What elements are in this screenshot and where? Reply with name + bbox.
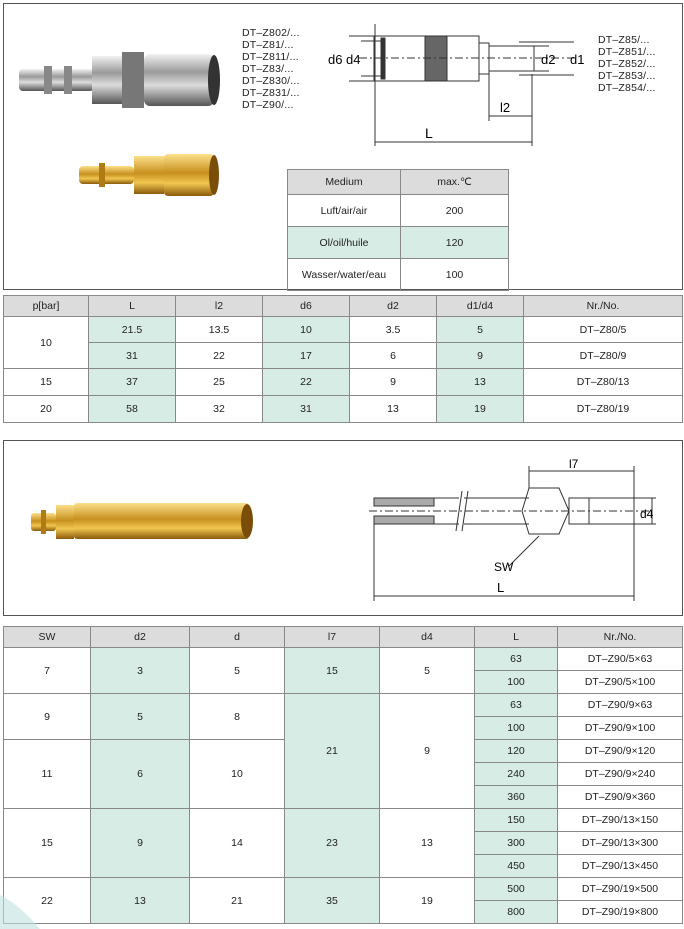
L-label: L — [425, 125, 433, 141]
d-cell: 14 — [190, 809, 285, 878]
part-number: DT–Z90/5×100 — [558, 671, 683, 694]
L-cell: 240 — [475, 763, 558, 786]
cell: 31 — [263, 396, 350, 423]
d-cell: 8 — [190, 694, 285, 740]
L-cell: 120 — [475, 740, 558, 763]
cell: 21.5 — [89, 317, 176, 343]
medium-name: Ol/oil/huile — [288, 227, 401, 259]
code-item: DT–Z852/... — [598, 58, 656, 70]
col-header: d6 — [263, 296, 350, 317]
d2-cell: 6 — [91, 740, 190, 809]
sw-cell: 11 — [4, 740, 91, 809]
l7-cell: 15 — [285, 648, 380, 694]
medium-temperature-table — [287, 169, 509, 291]
part-number: DT–Z90/13×150 — [558, 809, 683, 832]
medium-name: Luft/air/air — [288, 195, 401, 227]
d6-label: d6 — [328, 52, 343, 67]
left-code-list — [242, 27, 300, 111]
code-item: DT–Z831/... — [242, 87, 300, 99]
d4-cell: 5 — [380, 648, 475, 694]
spec-table-z90 — [3, 626, 683, 924]
l7-cell: 35 — [285, 878, 380, 924]
code-item: DT–Z81/... — [242, 39, 294, 51]
part-number: DT–Z90/9×100 — [558, 717, 683, 740]
L-cell: 100 — [475, 717, 558, 740]
cell: 22 — [263, 369, 350, 396]
part-number: DT–Z90/13×300 — [558, 832, 683, 855]
d2-cell: 3 — [91, 648, 190, 694]
col-header: L — [89, 296, 176, 317]
part-number: DT–Z90/9×360 — [558, 786, 683, 809]
d4-label: d4 — [640, 507, 654, 521]
sw-cell: 9 — [4, 694, 91, 740]
header-medium: Medium — [288, 170, 401, 195]
cell: 19 — [437, 396, 524, 423]
L-cell: 360 — [475, 786, 558, 809]
cell: 13 — [437, 369, 524, 396]
medium-temp: 100 — [401, 259, 509, 291]
cell: 6 — [350, 343, 437, 369]
code-item: DT–Z851/... — [598, 46, 656, 58]
cell: 58 — [89, 396, 176, 423]
sw-cell: 22 — [4, 878, 91, 924]
code-item: DT–Z83/... — [242, 63, 294, 75]
d4-label: d4 — [346, 52, 361, 67]
d4-cell: 13 — [380, 809, 475, 878]
col-header: d — [190, 627, 285, 648]
cell: 25 — [176, 369, 263, 396]
col-header: p[bar] — [4, 296, 89, 317]
cell: 22 — [176, 343, 263, 369]
cell: 5 — [437, 317, 524, 343]
part-number: DT–Z90/9×240 — [558, 763, 683, 786]
medium-name: Wasser/water/eau — [288, 259, 401, 291]
d-cell: 10 — [190, 740, 285, 809]
d2-label: d2 — [541, 52, 556, 67]
code-item: DT–Z802/... — [242, 27, 300, 39]
brass-coupling-image — [74, 144, 224, 204]
L-cell: 500 — [475, 878, 558, 901]
part-number: DT–Z90/9×120 — [558, 740, 683, 763]
part-number: DT–Z80/9 — [524, 343, 683, 369]
d1-label: d1 — [570, 52, 585, 67]
L-label: L — [497, 580, 505, 595]
cell: 9 — [350, 369, 437, 396]
code-item: DT–Z830/... — [242, 75, 300, 87]
sw-cell: 7 — [4, 648, 91, 694]
col-header: SW — [4, 627, 91, 648]
coupling-drawing — [319, 16, 594, 156]
col-header: l2 — [176, 296, 263, 317]
col-header: Nr./No. — [524, 296, 683, 317]
cell: 13.5 — [176, 317, 263, 343]
sw-cell: 15 — [4, 809, 91, 878]
cell: 13 — [350, 396, 437, 423]
d4-cell: 19 — [380, 878, 475, 924]
d4-cell: 9 — [380, 694, 475, 809]
steel-coupling-image — [14, 34, 224, 124]
L-cell: 100 — [475, 671, 558, 694]
l7-cell: 21 — [285, 694, 380, 809]
part-number: DT–Z90/19×500 — [558, 878, 683, 901]
spec-table-z80 — [3, 295, 683, 423]
col-header: d2 — [350, 296, 437, 317]
SW-label: SW — [494, 560, 514, 574]
l2-label: l2 — [500, 100, 511, 115]
pressure-cell: 10 — [4, 317, 89, 369]
d2-cell: 13 — [91, 878, 190, 924]
L-cell: 800 — [475, 901, 558, 924]
col-header: d2 — [91, 627, 190, 648]
cell: 17 — [263, 343, 350, 369]
brass-nipple-image — [29, 491, 259, 551]
d2-cell: 5 — [91, 694, 190, 740]
code-item: DT–Z811/... — [242, 51, 299, 63]
code-item: DT–Z853/... — [598, 70, 656, 82]
d-cell: 21 — [190, 878, 285, 924]
L-cell: 63 — [475, 648, 558, 671]
part-number: DT–Z90/5×63 — [558, 648, 683, 671]
cell: 37 — [89, 369, 176, 396]
part-number: DT–Z80/5 — [524, 317, 683, 343]
l7-cell: 23 — [285, 809, 380, 878]
L-cell: 300 — [475, 832, 558, 855]
medium-temp: 120 — [401, 227, 509, 259]
l7-label: l7 — [569, 457, 579, 471]
part-number: DT–Z80/13 — [524, 369, 683, 396]
col-header: d1/d4 — [437, 296, 524, 317]
corner-decoration — [0, 885, 40, 929]
header-max-temp: max.℃ — [401, 170, 509, 195]
part-number: DT–Z90/9×63 — [558, 694, 683, 717]
cell: 10 — [263, 317, 350, 343]
code-item: DT–Z854/... — [598, 82, 656, 94]
col-header: L — [475, 627, 558, 648]
code-item: DT–Z90/... — [242, 99, 294, 111]
L-cell: 150 — [475, 809, 558, 832]
L-cell: 63 — [475, 694, 558, 717]
d2-cell: 9 — [91, 809, 190, 878]
cell: 32 — [176, 396, 263, 423]
col-header: d4 — [380, 627, 475, 648]
medium-temp: 200 — [401, 195, 509, 227]
cell: 9 — [437, 343, 524, 369]
right-code-list — [598, 34, 656, 94]
part-number: DT–Z90/19×800 — [558, 901, 683, 924]
nipple-panel — [3, 440, 683, 616]
cell: 3.5 — [350, 317, 437, 343]
col-header: Nr./No. — [558, 627, 683, 648]
part-number: DT–Z90/13×450 — [558, 855, 683, 878]
pressure-cell: 15 — [4, 369, 89, 396]
code-item: DT–Z85/... — [598, 34, 650, 46]
nipple-drawing — [364, 456, 664, 606]
coupling-panel — [3, 3, 683, 290]
part-number: DT–Z80/19 — [524, 396, 683, 423]
pressure-cell: 20 — [4, 396, 89, 423]
L-cell: 450 — [475, 855, 558, 878]
col-header: l7 — [285, 627, 380, 648]
cell: 31 — [89, 343, 176, 369]
d-cell: 5 — [190, 648, 285, 694]
